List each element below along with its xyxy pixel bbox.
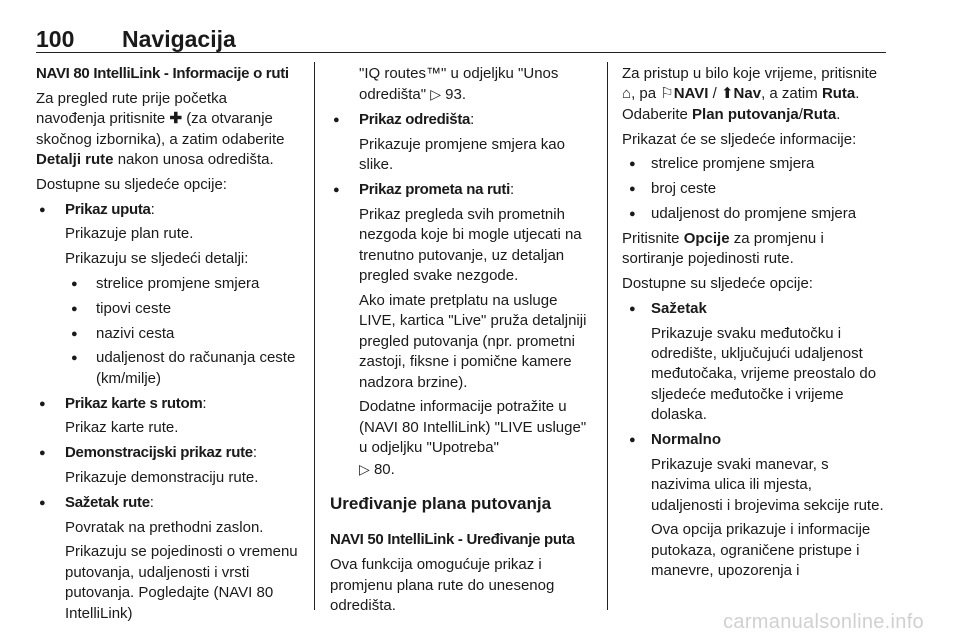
list-item: ● nazivi cesta <box>36 324 300 344</box>
ruta-label: Ruta <box>821 85 856 103</box>
option-label: Prikaz karte s rutom <box>65 394 203 412</box>
option-title: ● Demonstracijski prikaz rute: <box>36 443 300 463</box>
page-ref-arrow-icon: ▷ <box>359 460 370 477</box>
home-icon: ⌂ <box>622 85 632 103</box>
option-desc: Prikazuje plan rute. <box>65 225 194 243</box>
options-intro: Dostupne su sljedeće opcije: <box>622 275 813 292</box>
option-desc: Prikaz karte rute. <box>65 419 179 437</box>
option-more: Prikazuju se pojedinosti o vremenu putovanja, udaljenosti i vrsti putovanja. Pogledajte (NAVI 80 IntelliLink) <box>65 543 298 622</box>
section-heading: NAVI 50 IntelliLink - Uređivanje puta <box>330 531 575 549</box>
option-title <box>622 299 886 319</box>
list-item: ● udaljenost do računanja ceste (km/milje) <box>36 348 300 389</box>
page-number: 100 <box>36 26 75 52</box>
access-paragraph <box>622 64 886 125</box>
option-title: ● Sažetak rute: <box>36 493 300 513</box>
slash: / <box>712 85 717 103</box>
option-title: ● Prikaz karte s rutom: <box>36 394 300 414</box>
list-item: ● strelice promjene smjera <box>622 154 886 174</box>
option-desc: Povratak na prethodni zaslon. <box>65 518 264 536</box>
option-live: Ako imate pretplatu na usluge LIVE, kartica "Live" pruža detaljniji pregled putovanja (npr. prometni zastoji, fiksne i pomične kamere nadzora brzine). <box>359 292 587 391</box>
option-label: Normalno <box>651 431 722 449</box>
column-divider-2 <box>607 62 608 610</box>
intro-text: Za pregled rute prije početka navođenja pritisnite <box>36 89 227 128</box>
header-rule <box>36 52 886 53</box>
option-desc: Prikazuje svaki manevar, s nazivima ulica ili mjesta, udaljenosti i brojevima sekcije rute. <box>651 455 884 514</box>
slash-2: / <box>798 105 803 123</box>
page-header <box>36 26 886 52</box>
option-details: Prikazuju se sljedeći detalji: <box>65 250 249 268</box>
option-desc: Prikazuje svaku međutočku i odredište, uključujući udaljenost međutočaka, vrijeme preostalo do sljedeće međutočke i vrijeme dolaska. <box>651 324 877 424</box>
navi-label: NAVI <box>673 85 709 103</box>
ruta-label-2: Ruta <box>802 105 837 123</box>
access-text: Za pristup u bilo koje vrijeme, pritisnite <box>622 65 878 82</box>
watermark: carmanualsonline.info <box>723 611 924 633</box>
list-item: ● udaljenost do promjene smjera <box>622 204 886 224</box>
period: . <box>836 105 841 123</box>
access-text-4: . Odaberite <box>622 85 860 123</box>
intro-paragraph <box>36 89 300 171</box>
options-intro: Dostupne su sljedeće opcije: <box>36 175 227 193</box>
list-item: ● broj ceste <box>622 179 886 199</box>
option-desc: Prikaz pregleda svih prometnih nezgoda koje bi mogle utjecati na trenutno putovanje, uz detaljan pregled svake nezgode. <box>359 206 582 285</box>
press-text: Pritisnite <box>622 229 680 247</box>
chapter-title: Navigacija <box>122 26 236 52</box>
option-label: Sažetak <box>651 299 707 317</box>
option-more-text: Dodatne informacije potražite u (NAVI 80 IntelliLink) "LIVE usluge" u odjeljku "Upotreba" <box>359 398 587 457</box>
plan-putovanja-label: Plan putovanja <box>692 105 799 123</box>
option-more <box>330 397 594 480</box>
nav-arrow-icon: ⬆ <box>720 85 734 103</box>
column-3 <box>622 64 886 586</box>
flag-icon: ⚐ <box>660 85 674 103</box>
intro-text-3: nakon unosa odredišta. <box>117 151 274 169</box>
option-label: Demonstracijski prikaz rute <box>65 444 253 462</box>
option-desc: Prikazuje demonstraciju rute. <box>65 468 259 486</box>
option-label: Prikaz prometa na ruti <box>359 181 510 199</box>
opcije-label: Opcije <box>683 229 730 247</box>
press-text-2: za promjenu i sortiranje pojedinosti rute. <box>622 229 824 268</box>
plus-icon: ✚ <box>169 110 183 128</box>
access-text-2: , pa <box>631 85 657 103</box>
list-item: ● tipovi ceste <box>36 299 300 319</box>
option-label: Prikaz odredišta <box>359 111 471 129</box>
section-title: Uređivanje plana putovanja <box>330 494 552 514</box>
page-ref: 93. <box>445 86 467 104</box>
page-ref-arrow-icon: ▷ <box>430 86 441 103</box>
option-label: Sažetak rute <box>65 493 150 511</box>
detalji-rute-label: Detalji rute <box>36 151 114 169</box>
list-item: ● strelice promjene smjera <box>36 274 300 294</box>
continued-text <box>330 64 594 106</box>
intro-text-2: (za otvaranje skočnog izbornika), a zatim odaberite <box>36 110 285 148</box>
option-desc: Prikazuje promjene smjera kao slike. <box>359 136 565 174</box>
page-ref: 80. <box>373 460 395 478</box>
column-divider-1 <box>314 62 315 610</box>
option-title: ● Prikaz uputa: <box>36 200 300 220</box>
continued-text-body: "IQ routes™" u odjeljku "Unos odredišta" <box>359 65 559 104</box>
option-label: Prikaz uputa <box>65 200 151 218</box>
section-paragraph: Ova funkcija omogućuje prikaz i promjenu plana rute do unesenog odredišta. <box>330 556 555 615</box>
shown-intro: Prikazat će se sljedeće informacije: <box>622 130 857 148</box>
section-heading: NAVI 80 IntelliLink - Informacije o ruti <box>36 65 289 82</box>
access-text-3: , a zatim <box>761 85 818 103</box>
column-2 <box>330 64 594 621</box>
press-paragraph <box>622 229 886 270</box>
nav-label: Nav <box>733 85 762 103</box>
option-more: Ova opcija prikazuje i informacije putokaza, ograničene pristupe i manevre, upozorenja i <box>651 521 871 580</box>
option-title: ● Prikaz prometa na ruti: <box>330 180 594 200</box>
column-1 <box>36 64 300 628</box>
option-title <box>622 430 886 450</box>
option-title: ● Prikaz odredišta: <box>330 110 594 130</box>
